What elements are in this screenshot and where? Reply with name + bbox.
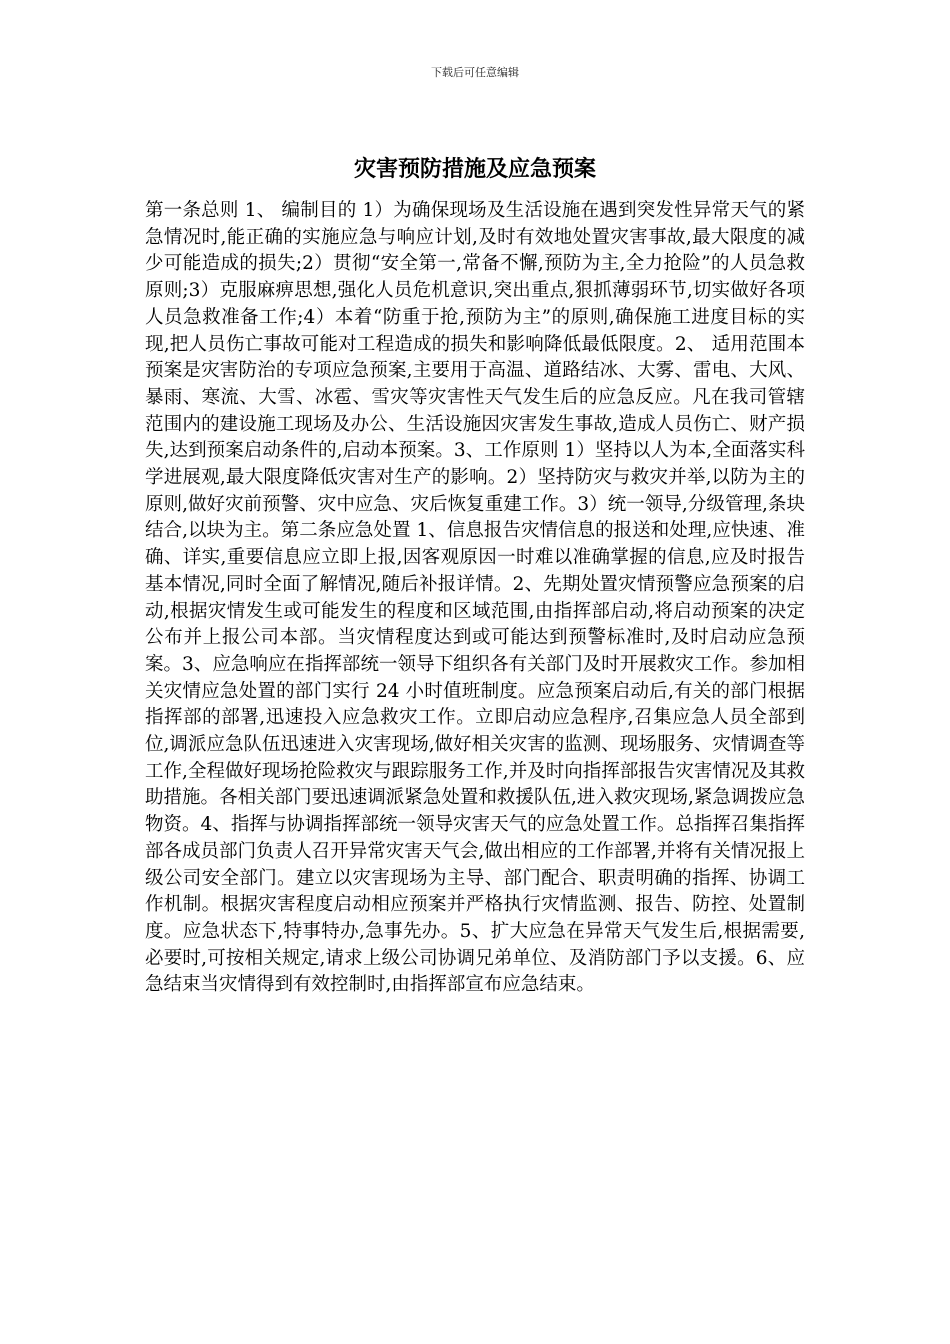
- download-note: 下载后可任意编辑: [431, 66, 519, 79]
- document-body-paragraph: 第一条总则 1、 编制目的 1）为确保现场及生活设施在遇到突发性异常天气的紧急情况时,能正确的实施应急与响应计划,及时有效地处置灾害事故,最大限度的减少可能造成的损失;2）贯彻“安全第一,常备不懈,预防为主,全力抢险”的人员急救原则;3）克服麻痹思想,强化人员危机意识,突出重点,狠抓薄弱环节,切实做好各项人员急救准备工作;4）本着“防重于抢,预防为主”的原则,确保施工进度目标的实现,把人员伤亡事故可能对工程造成的损失和影响降低最低限度。2、 适用范围本预案是灾害防治的专项应急预案,主要用于高温、道路结冰、大雾、雷电、大风、暴雨、寒流、大雪、冰雹、雪灾等灾害性天气发生后的应急反应。凡在我司管辖范围内的建设施工现场及办公、生活设施因灾害发生事故,造成人员伤亡、财产损失,达到预案启动条件的,启动本预案。3、工作原则 1）坚持以人为本,全面落实科学进展观,最大限度降低灾害对生产的影响。2）坚持防灾与救灾并举,以防为主的原则,做好灾前预警、灾中应急、灾后恢复重建工作。3）统一领导,分级管理,条块结合,以块为主。第二条应急处置 1、信息报告灾情信息的报送和处理,应快速、准确、详实,重要信息应立即上报,因客观原因一时难以准确掌握的信息,应及时报告基本情况,同时全面了解情况,随后补报详情。2、先期处置灾情预警应急预案的启动,根据灾情发生或可能发生的程度和区域范围,由指挥部启动,将启动预案的决定公布并上报公司本部。当灾情程度达到或可能达到预警标准时,及时启动应急预案。3、应急响应在指挥部统一领导下组织各有关部门及时开展救灾工作。参加相关灾情应急处置的部门实行 24 小时值班制度。应急预案启动后,有关的部门根据指挥部的部署,迅速投入应急救灾工作。立即启动应急程序,召集应急人员全部到位,调派应急队伍迅速进入灾害现场,做好相关灾害的监测、现场服务、灾情调查等工作,全程做好现场抢险救灾与跟踪服务工作,并及时向指挥部报告灾害情况及其救助措施。各相关部门要迅速调派紧急处置和救援队伍,进入救灾现场,紧急调拨应急物资。4、指挥与协调指挥部统一领导灾害天气的应急处置工作。总指挥召集指挥部各成员部门负责人召开异常灾害天气会,做出相应的工作部署,并将有关情况报上级公司安全部门。建立以灾害现场为主导、部门配合、职责明确的指挥、协调工作机制。根据灾害程度启动相应预案并严格执行灾情监测、报告、防控、处置制度。应急状态下,特事特办,急事先办。5、扩大应急在异常天气发生后,根据需要,必要时,可按相关规定,请求上级公司协调兄弟单位、及消防部门予以支援。6、应急结束当灾情得到有效控制时,由指挥部宣布应急结束。: [145, 200, 805, 996]
- page-title: 灾害预防措施及应急预案: [353, 157, 596, 182]
